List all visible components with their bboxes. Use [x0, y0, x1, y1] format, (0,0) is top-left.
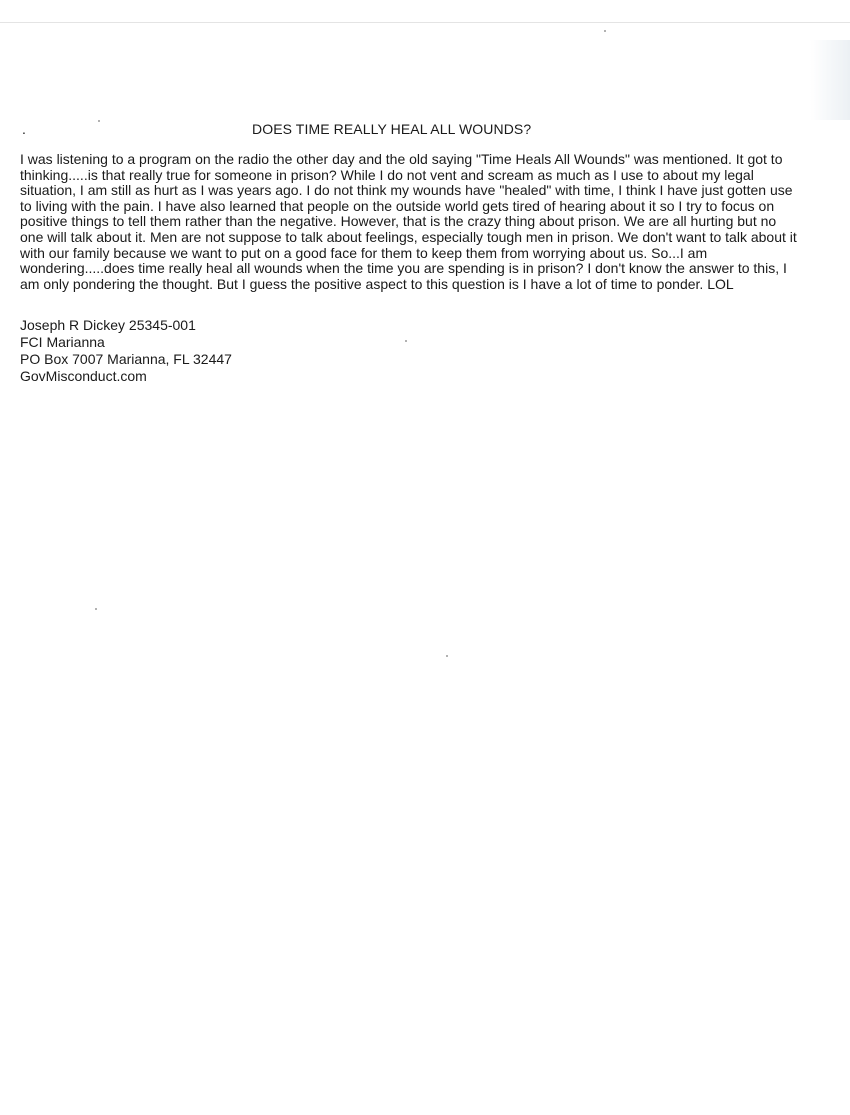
- scan-speck: [446, 655, 448, 657]
- margin-mark: .: [22, 121, 26, 137]
- scan-edge-line: [0, 22, 850, 23]
- body-line: situation, I am still as hurt as I was years ago. I do not think my wounds have "healed" with time, I think I have just gotten use: [20, 182, 793, 199]
- signature-block: [20, 317, 232, 385]
- body-line: with our family because we want to put on a good face for them to keep them from worrying about us. So...I am: [20, 244, 708, 261]
- author-name: Joseph R Dickey 25345-001: [20, 317, 196, 333]
- body-line: positive things to tell them rather than the negative. However, that is the crazy thing about prison. We are all hurting but no: [20, 213, 777, 230]
- scan-speck: [405, 340, 407, 342]
- scan-speck: [98, 120, 100, 122]
- scan-smudge: [810, 40, 850, 120]
- body-line: am only pondering the thought. But I guess the positive aspect to this question is I have a lot of time to ponder. LOL: [20, 275, 734, 292]
- page-title: DOES TIME REALLY HEAL ALL WOUNDS?: [252, 121, 532, 137]
- website-text: GovMisconduct.com: [20, 368, 147, 384]
- letter-body: [20, 152, 830, 292]
- mailing-address: PO Box 7007 Marianna, FL 32447: [20, 351, 232, 367]
- body-line: I was listening to a program on the radio the other day and the old saying "Time Heals All Wounds" was mentioned. It got to: [20, 151, 783, 167]
- scan-speck: [95, 608, 97, 610]
- body-line: thinking.....is that really true for someone in prison? While I do not vent and scream as much as I use to about my legal: [20, 166, 754, 183]
- scan-speck: [604, 30, 606, 32]
- body-line: one will talk about it. Men are not suppose to talk about feelings, especially tough men in prison. We don't want to talk about it: [20, 228, 797, 245]
- body-line: to living with the pain. I have also learned that people on the outside world gets tired of hearing about it so I try to focus on: [20, 197, 775, 214]
- body-line: wondering.....does time really heal all wounds when the time you are spending is in prison? I don't know the answer to this, I: [20, 260, 787, 277]
- facility-name: FCI Marianna: [20, 334, 105, 350]
